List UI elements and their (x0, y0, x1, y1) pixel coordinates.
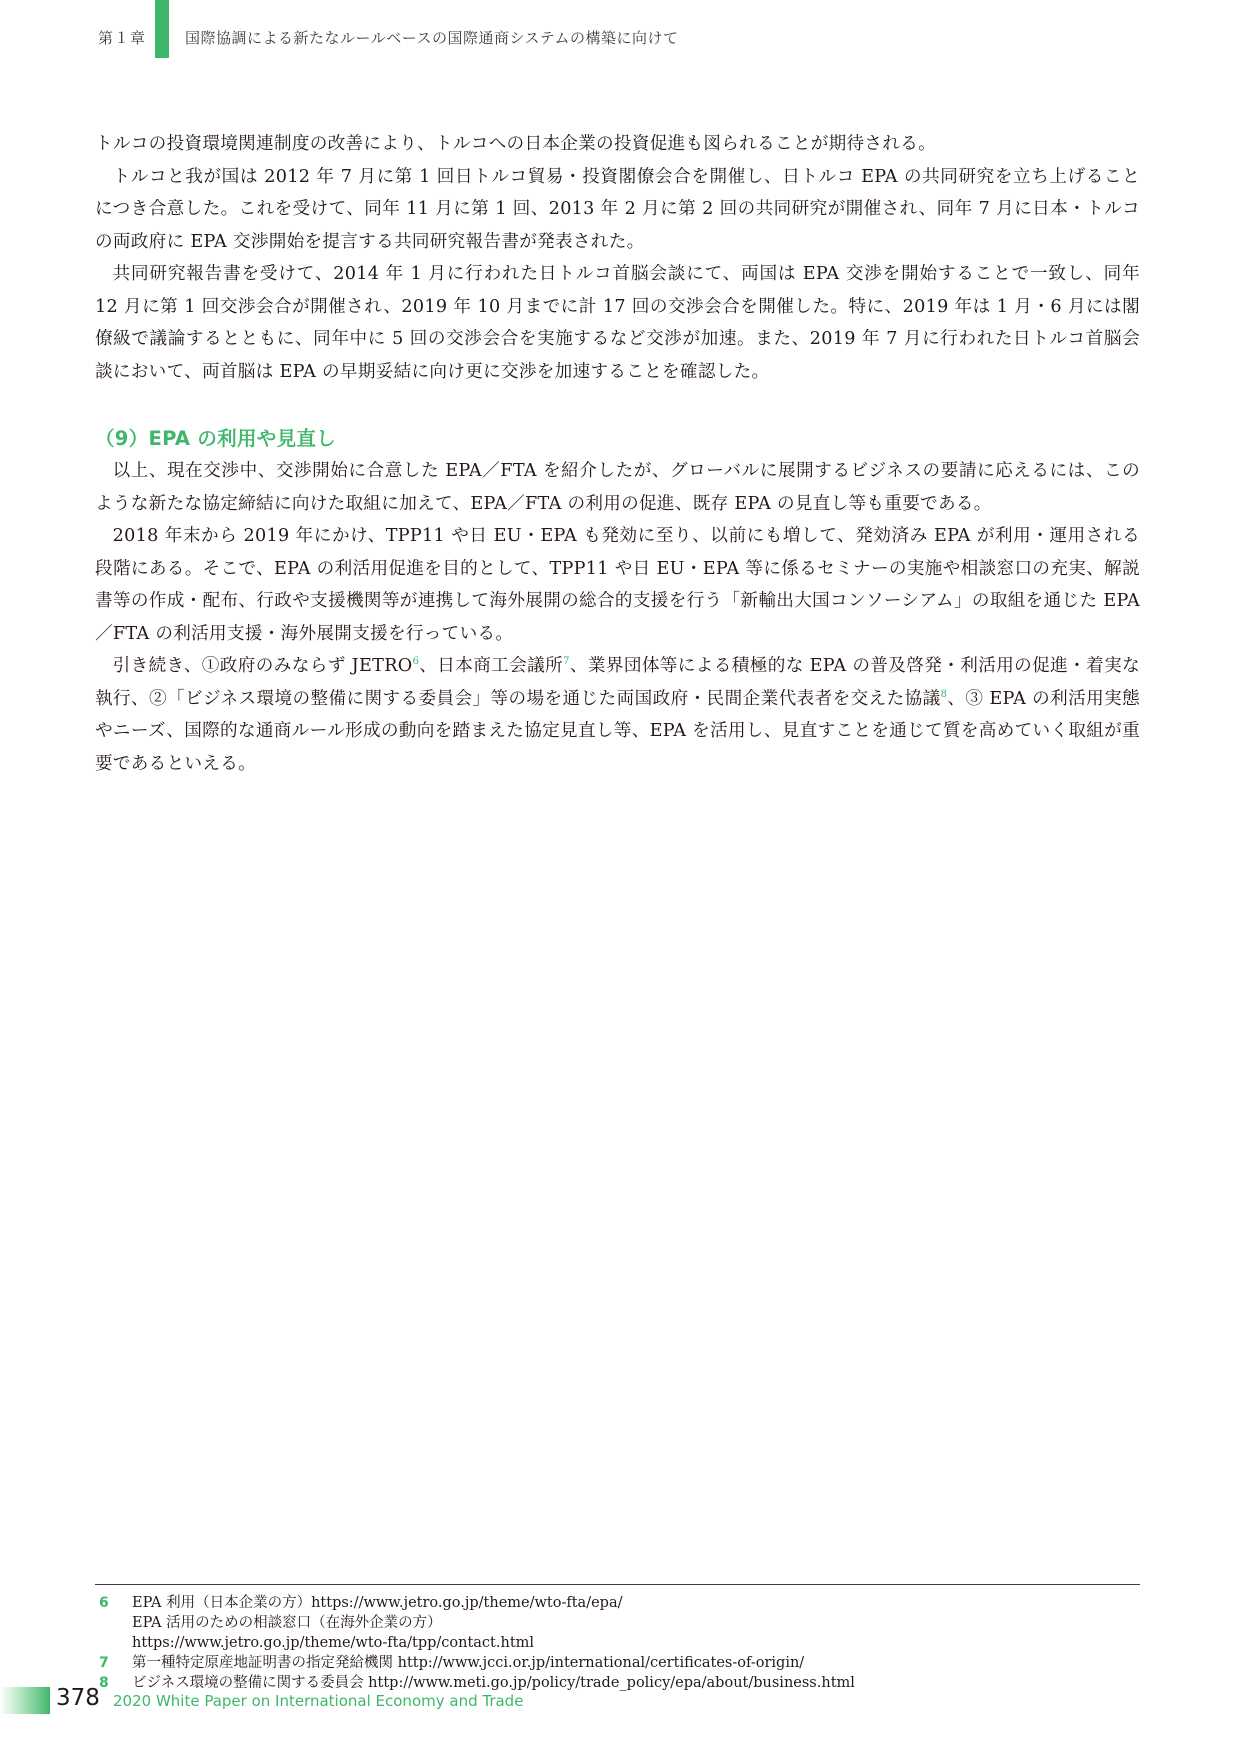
page-footer (0, 1681, 1241, 1721)
footnote-text[interactable]: ビジネス環境の整備に関する委員会 http://www.meti.go.jp/policy/trade_policy/epa/about/business.html (132, 1675, 855, 1691)
paragraph-6 (95, 650, 1140, 780)
main-body-text (95, 128, 1140, 780)
footnote-ref-6[interactable]: 6 (412, 656, 420, 668)
paragraph-5: 2018 年末から 2019 年にかけ、TPP11 や日 EU・EPA も発効に至り、以前にも増して、発効済み EPA が利用・運用される段階にある。そこで、EPA の利活用促進を目的として、TPP11 や日 EU・EPA 等に係るセミナーの実施や相談窓口の充実、解説書等の作成・配布、行政や支援機関等が連携して海外展開の総合的支援を行う「新輸出大国コンソーシアム」の取組を通じた EPA／FTA の利活用支援・海外展開支援を行っている。 (95, 526, 1140, 644)
chapter-accent-bar (155, 0, 169, 58)
footnote-number: 7 (99, 1655, 109, 1671)
paragraph-4: 以上、現在交渉中、交渉開始に合意した EPA／FTA を紹介したが、グローバルに展開するビジネスの要請に応えるには、このような新たな協定締結に向けた取組に加えて、EPA／FTA の利用の促進、既存 EPA の見直し等も重要である。 (95, 461, 1140, 514)
footnote-number: 8 (99, 1675, 109, 1691)
footnote-7 (95, 1653, 1140, 1673)
paragraph-6-part-b: 、日本商工会議所 (419, 656, 564, 676)
footnote-ref-7[interactable]: 7 (563, 656, 570, 668)
footnote-text: EPA 活用のための相談窓口（在海外企業の方） (132, 1615, 442, 1631)
paragraph-2: トルコと我が国は 2012 年 7 月に第 1 回日トルコ貿易・投資閣僚会合を開催し、日トルコ EPA の共同研究を立ち上げることにつき合意した。これを受けて、同年 11 月に第 1 回、2013 年 2 月に第 2 回の共同研究が開催され、同年 7 月に日本・トルコの両政府に EPA 交渉開始を提言する共同研究報告書が発表された。 (95, 166, 1140, 252)
footnotes-section (95, 1584, 1140, 1693)
footnote-number: 6 (99, 1595, 109, 1611)
footnote-text[interactable]: EPA 利用（日本企業の方）https://www.jetro.go.jp/theme/wto-fta/epa/ (132, 1595, 623, 1611)
section-heading-epa-usage: （9）EPA の利用や見直し (95, 427, 336, 450)
footnote-text[interactable]: 第一種特定原産地証明書の指定発給機関 http://www.jcci.or.jp/international/certificates-of-origin/ (132, 1655, 805, 1671)
chapter-title: 国際協調による新たなルールベースの国際通商システムの構築に向けて (185, 29, 679, 47)
paragraph-6-part-a: 引き続き、①政府のみならず JETRO (112, 656, 413, 676)
footnote-ref-8[interactable]: 8 (940, 688, 948, 700)
footer-accent-bar (0, 1687, 50, 1714)
paragraph-6-part-c: 、業界団体等による積極的な EPA の普及啓発・利活用の促進・着実な執行、②「ビジネス環境の整備に関する委員会」等の場を通じた両国政府・民間企業代表者を交えた協議 (95, 656, 1140, 709)
paragraph-1: トルコの投資環境関連制度の改善により、トルコへの日本企業の投資促進も図られることが期待される。 (95, 134, 937, 154)
footnote-link[interactable]: https://www.jetro.go.jp/theme/wto-fta/tpp/contact.html (132, 1635, 535, 1651)
page-header (0, 0, 1241, 58)
paragraph-3: 共同研究報告書を受けて、2014 年 1 月に行われた日トルコ首脳会談にて、両国は EPA 交渉を開始することで一致し、同年 12 月に第 1 回交渉会合が開催され、2019 年 10 月までに計 17 回の交渉会合を開催した。特に、2019 年は 1 月・6 月には閣僚級で議論するとともに、同年中に 5 回の交渉会合を実施するなど交渉が加速。また、2019 年 7 月に行われた日トルコ首脳会談において、両首脳は EPA の早期妥結に向け更に交渉を加速することを確認した。 (95, 264, 1140, 382)
paragraph-6-part-d: 、③ EPA の利活用実態やニーズ、国際的な通商ルール形成の動向を踏まえた協定見直し等、EPA を活用し、見直すことを通じて質を高めていく取組が重要であるといえる。 (95, 688, 1140, 774)
chapter-label: 第１章 (98, 29, 147, 47)
page-number: 378 (56, 1685, 100, 1711)
footnote-6 (95, 1593, 1140, 1653)
publication-title: 2020 White Paper on International Economy and Trade (113, 1692, 524, 1710)
